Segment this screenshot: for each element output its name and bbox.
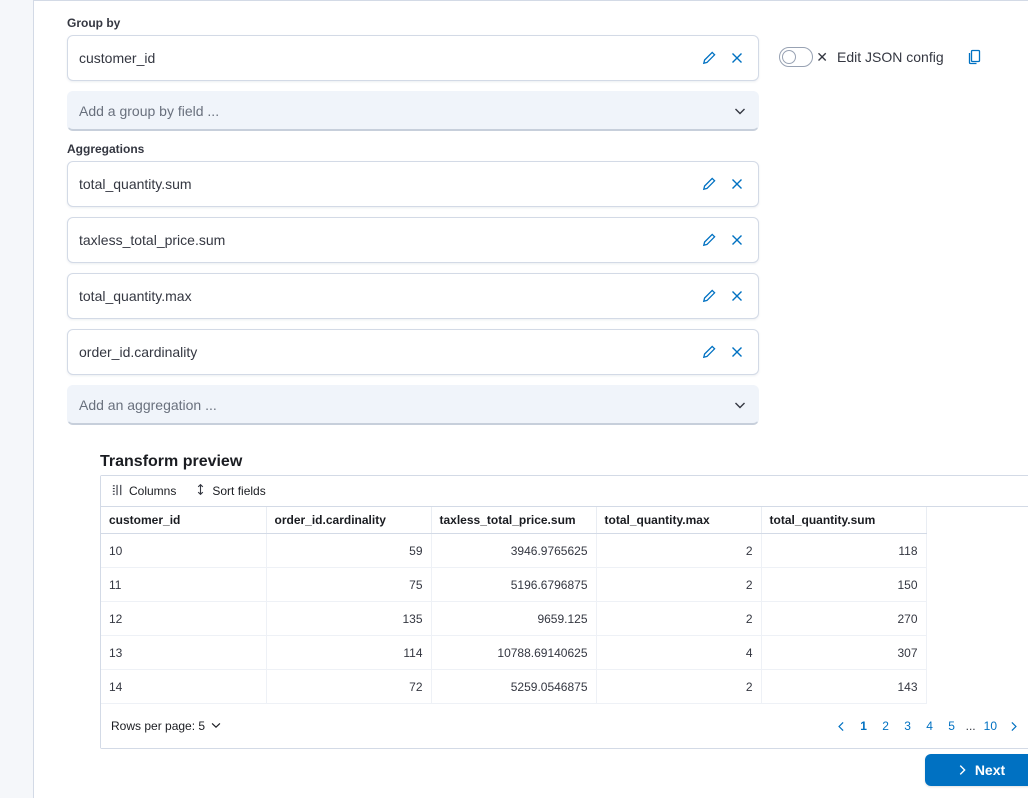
close-icon: ✕: [816, 49, 828, 65]
rows-per-page-button[interactable]: [111, 718, 223, 735]
close-icon[interactable]: [726, 285, 748, 307]
edit-pencil-icon[interactable]: [698, 341, 720, 363]
chevron-down-icon: [732, 397, 748, 413]
page-button-3[interactable]: 3: [904, 719, 911, 733]
cell-order-cardinality: 75: [266, 568, 431, 602]
cell-order-cardinality: 135: [266, 602, 431, 636]
edit-pencil-icon[interactable]: [698, 173, 720, 195]
cell-total-quantity-max: 2: [596, 568, 761, 602]
cell-taxless-total-price-sum: 10788.69140625: [431, 636, 596, 670]
transform-preview-title: Transform preview: [100, 453, 243, 470]
group-by-row[interactable]: [67, 35, 759, 81]
page-button-5[interactable]: 5: [948, 719, 955, 733]
aggregation-name: order_id.cardinality: [79, 344, 198, 360]
close-icon[interactable]: [726, 341, 748, 363]
cell-customer-id: 14: [101, 670, 266, 704]
sort-icon: [194, 483, 207, 499]
table-row: [101, 670, 926, 704]
cell-customer-id: 13: [101, 636, 266, 670]
aggregation-name: total_quantity.sum: [79, 176, 192, 192]
transform-preview-table: [100, 475, 1028, 749]
table-toolbar: [101, 476, 1028, 507]
close-icon[interactable]: [726, 229, 748, 251]
add-group-by-placeholder: Add a group by field ...: [79, 102, 220, 119]
edit-pencil-icon[interactable]: [698, 47, 720, 69]
aggregation-row[interactable]: [67, 273, 759, 319]
edit-json-config-label: Edit JSON config: [837, 49, 944, 65]
aggregation-name: taxless_total_price.sum: [79, 232, 226, 248]
rows-per-page-label: Rows per page: 5: [111, 719, 206, 733]
cell-order-cardinality: 72: [266, 670, 431, 704]
page-button-4[interactable]: 4: [926, 719, 933, 733]
table-row: [101, 602, 926, 636]
next-button-label: Next: [974, 762, 1006, 778]
aggregation-row[interactable]: [67, 161, 759, 207]
cell-total-quantity-sum: 143: [761, 670, 926, 704]
chevron-down-icon: [732, 103, 748, 119]
chevron-right-icon: [955, 763, 969, 777]
aggregations-label: Aggregations: [67, 142, 145, 156]
main-content: [34, 1, 1028, 798]
table-header-row: [101, 507, 926, 534]
add-group-by-select[interactable]: [67, 91, 759, 131]
add-aggregation-placeholder: Add an aggregation ...: [79, 396, 217, 413]
columns-icon: [111, 483, 124, 499]
cell-customer-id: 11: [101, 568, 266, 602]
cell-total-quantity-sum: 150: [761, 568, 926, 602]
sort-fields-label: Sort fields: [212, 484, 266, 498]
chevron-left-icon[interactable]: [831, 720, 852, 733]
columns-label: Columns: [129, 484, 177, 498]
cell-taxless-total-price-sum: 5196.6796875: [431, 568, 596, 602]
cell-total-quantity-sum: 118: [761, 534, 926, 568]
close-icon[interactable]: [726, 47, 748, 69]
table-footer: [101, 704, 1028, 748]
edit-json-config-control[interactable]: [779, 46, 986, 68]
page-button-2[interactable]: 2: [882, 719, 889, 733]
pagination: [831, 715, 1024, 737]
chevron-right-icon[interactable]: [1003, 720, 1024, 733]
cell-total-quantity-max: 2: [596, 602, 761, 636]
cell-customer-id: 10: [101, 534, 266, 568]
toggle-knob: [782, 50, 796, 64]
page-button-last[interactable]: 10: [983, 719, 997, 733]
cell-total-quantity-max: 4: [596, 636, 761, 670]
preview-grid: [101, 507, 927, 704]
column-header[interactable]: total_quantity.sum: [761, 507, 926, 534]
cell-total-quantity-sum: 270: [761, 602, 926, 636]
pagination-ellipsis: ...: [965, 719, 976, 733]
table-row: [101, 568, 926, 602]
edit-pencil-icon[interactable]: [698, 285, 720, 307]
cell-order-cardinality: 59: [266, 534, 431, 568]
cell-taxless-total-price-sum: 9659.125: [431, 602, 596, 636]
cell-taxless-total-price-sum: 5259.0546875: [431, 670, 596, 704]
edit-json-config-toggle[interactable]: [779, 47, 828, 67]
cell-taxless-total-price-sum: 3946.9765625: [431, 534, 596, 568]
column-header[interactable]: order_id.cardinality: [266, 507, 431, 534]
columns-button[interactable]: [111, 483, 176, 499]
chevron-down-icon: [209, 718, 223, 735]
left-rail: [0, 0, 34, 798]
column-header[interactable]: taxless_total_price.sum: [431, 507, 596, 534]
aggregation-row[interactable]: [67, 329, 759, 375]
group-by-field-name: customer_id: [79, 50, 156, 66]
cell-total-quantity-sum: 307: [761, 636, 926, 670]
next-button[interactable]: [925, 754, 1028, 786]
copy-icon[interactable]: [964, 46, 986, 68]
cell-customer-id: 12: [101, 602, 266, 636]
group-by-label: Group by: [67, 16, 121, 30]
pivot-config-form: [67, 15, 759, 435]
aggregation-name: total_quantity.max: [79, 288, 192, 304]
cell-order-cardinality: 114: [266, 636, 431, 670]
add-aggregation-select[interactable]: [67, 385, 759, 425]
table-row: [101, 534, 926, 568]
table-row: [101, 636, 926, 670]
close-icon[interactable]: [726, 173, 748, 195]
aggregation-row[interactable]: [67, 217, 759, 263]
column-header[interactable]: total_quantity.max: [596, 507, 761, 534]
cell-total-quantity-max: 2: [596, 670, 761, 704]
edit-pencil-icon[interactable]: [698, 229, 720, 251]
cell-total-quantity-max: 2: [596, 534, 761, 568]
column-header[interactable]: customer_id: [101, 507, 266, 534]
page-button-1[interactable]: 1: [860, 719, 867, 733]
sort-fields-button[interactable]: [194, 483, 265, 499]
